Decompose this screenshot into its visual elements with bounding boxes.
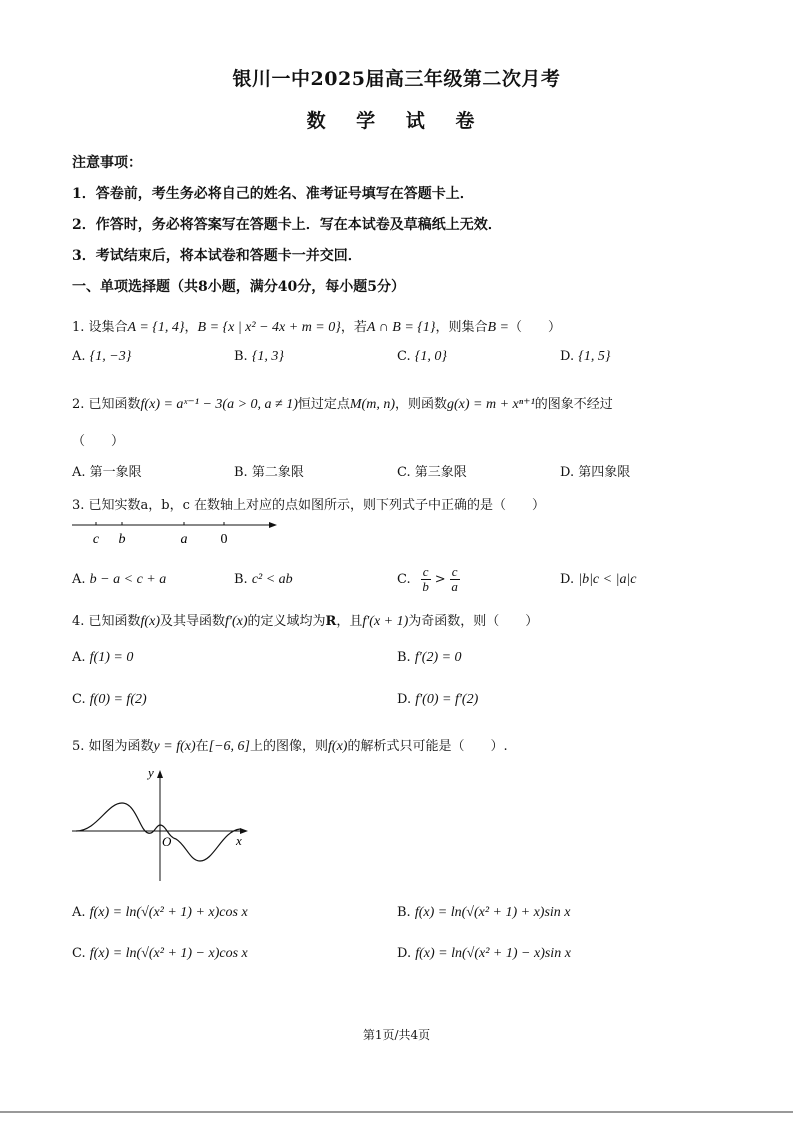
option-b <box>234 349 284 365</box>
tick-label: c <box>92 532 100 547</box>
number-line-arrow <box>269 522 277 528</box>
option-b <box>397 905 571 921</box>
math-expression: B = {x | x² − 4x + m = 0} <box>197 320 341 335</box>
option-c <box>72 946 248 962</box>
option-label: A. <box>72 572 86 587</box>
option-label: B. <box>234 349 248 364</box>
option-b <box>397 650 462 666</box>
option-text: 第一象限 <box>89 465 142 480</box>
fraction <box>450 565 460 594</box>
option-label: B. <box>397 650 411 665</box>
note-item: 2．作答时，务必将答案写在答题卡上．写在本试卷及草稿纸上无效． <box>72 217 502 233</box>
option-text: f′(0) = f′(2) <box>415 692 479 707</box>
note-item: 3．考试结束后，将本试卷和答题卡一并交回． <box>72 248 362 264</box>
option-label: D. <box>560 349 575 364</box>
tick-label: a <box>180 532 188 547</box>
page-subtitle: 数 学 试 卷 <box>306 110 487 132</box>
number-line-figure <box>72 518 282 548</box>
option-label: C. <box>72 946 86 961</box>
option-label: A. <box>72 349 86 364</box>
question-text: 为奇函数，则（ ） <box>408 614 539 629</box>
option-d <box>560 461 630 480</box>
option-text: f(0) = f(2) <box>89 692 147 707</box>
option-text: {1, −3} <box>89 349 132 364</box>
option-text: 第三象限 <box>414 465 467 480</box>
question-text: 4. 已知函数 <box>72 614 141 629</box>
option-text: f′(2) = 0 <box>414 650 462 665</box>
function-graph <box>72 765 252 885</box>
math-expression: M(m, n) <box>349 397 395 412</box>
question-text: ，则函数 <box>395 397 448 412</box>
option-text: 第四象限 <box>578 465 631 480</box>
option-label: C. <box>397 572 411 587</box>
option-text: f(x) = ln(√(x² + 1) + x)cos x <box>89 905 248 920</box>
option-b <box>234 461 304 480</box>
origin-label: O <box>162 834 172 849</box>
question-text: 1. 设集合 <box>72 320 128 335</box>
math-expression: y = f(x) <box>153 739 196 754</box>
option-d <box>560 572 637 588</box>
question-text: 及其导函数 <box>159 614 225 629</box>
option-text: {1, 3} <box>251 349 285 364</box>
option-d <box>397 692 478 708</box>
option-a <box>72 461 142 480</box>
question-2-stem <box>72 393 613 413</box>
option-label: D. <box>560 465 575 480</box>
question-text: 5. 如图为函数 <box>72 739 154 754</box>
math-expression: [−6, 6] <box>208 739 250 754</box>
option-label: D. <box>560 572 575 587</box>
math-expression: A = {1, 4} <box>127 320 185 335</box>
option-a <box>72 572 166 588</box>
fraction <box>421 565 431 594</box>
y-axis-arrow <box>157 770 163 778</box>
x-axis-label: x <box>236 833 242 848</box>
question-text: 恒过定点 <box>297 397 350 412</box>
option-text: c² < ab <box>251 572 293 587</box>
section-heading: 一、单项选择题（共8小题，满分40分，每小题5分） <box>72 279 405 295</box>
option-text: {1, 5} <box>578 349 611 364</box>
option-text: 第二象限 <box>251 465 304 480</box>
math-expression: f(x) <box>140 614 160 629</box>
option-d <box>560 349 610 365</box>
option-a <box>72 650 133 666</box>
option-label: B. <box>234 465 248 480</box>
bottom-divider <box>0 1111 793 1113</box>
tick-label: b <box>118 532 126 547</box>
math-expression: f′(x) <box>225 614 248 629</box>
option-text: f(x) = ln(√(x² + 1) − x)sin x <box>415 946 571 961</box>
function-curve <box>76 803 240 861</box>
option-text: |b|c < |a|c <box>578 572 637 587</box>
option-label: B. <box>397 905 411 920</box>
option-label: A. <box>72 650 86 665</box>
option-c <box>397 565 460 594</box>
page-title: 银川一中2025届高三年级第二次月考 <box>232 68 561 90</box>
numerator: c <box>422 564 429 579</box>
option-c <box>397 461 467 480</box>
question-text: 的解析式只可能是（ ）. <box>347 739 508 754</box>
math-expression: B = <box>487 320 509 335</box>
y-axis-label: y <box>148 765 154 780</box>
question-text: （ ） <box>509 320 562 335</box>
option-text: f(x) = ln(√(x² + 1) − x)cos x <box>89 946 248 961</box>
math-expression: A ∩ B = {1} <box>366 320 436 335</box>
question-text: 在 <box>195 739 209 754</box>
question-text: 的图象不经过 <box>534 397 613 412</box>
relation: > <box>434 572 446 587</box>
question-2-paren: （ ） <box>72 434 125 449</box>
question-1-stem <box>72 316 561 336</box>
note-item: 1．答卷前，考生务必将自己的姓名、准考证号填写在答题卡上． <box>72 186 474 202</box>
denominator: b <box>422 579 429 594</box>
option-label: D. <box>397 692 412 707</box>
numerator: c <box>451 564 458 579</box>
option-c <box>72 692 147 708</box>
notes-heading: 注意事项： <box>72 155 142 171</box>
option-text: b − a < c + a <box>89 572 167 587</box>
math-expression: f(x) = aˣ⁻¹ − 3(a > 0, a ≠ 1) <box>140 397 298 412</box>
option-text: f(x) = ln(√(x² + 1) + x)sin x <box>414 905 571 920</box>
question-5-stem <box>72 735 508 755</box>
option-label: D. <box>397 946 412 961</box>
question-text: ，则集合 <box>435 320 488 335</box>
question-3-stem: 3. 已知实数a，b，c 在数轴上对应的点如图所示，则下列式子中正确的是（ ） <box>72 498 546 513</box>
question-text: ， <box>184 320 198 335</box>
denominator: a <box>451 579 458 594</box>
math-expression: f(x) <box>328 739 348 754</box>
question-text: 的定义域均为 <box>247 614 326 629</box>
tick-label: 0 <box>220 532 228 547</box>
option-text: f(1) = 0 <box>89 650 134 665</box>
option-label: C. <box>72 692 86 707</box>
question-4-stem <box>72 610 538 630</box>
math-expression: g(x) = m + xⁿ⁺¹ <box>447 397 535 412</box>
question-text: 2. 已知函数 <box>72 397 141 412</box>
option-a <box>72 905 248 921</box>
question-text: ，若 <box>340 320 367 335</box>
option-d <box>397 946 571 962</box>
option-b <box>234 572 293 588</box>
option-label: A. <box>72 905 86 920</box>
math-expression: R <box>325 614 337 629</box>
option-text: {1, 0} <box>414 349 447 364</box>
option-label: B. <box>234 572 248 587</box>
question-text: ，且 <box>336 614 363 629</box>
math-expression: f′(x + 1) <box>362 614 409 629</box>
option-label: C. <box>397 349 411 364</box>
option-label: C. <box>397 465 411 480</box>
question-text: 上的图像，则 <box>250 739 329 754</box>
page-number: 第1页/共4页 <box>362 1028 431 1042</box>
option-label: A. <box>72 465 86 480</box>
option-a <box>72 349 131 365</box>
option-c <box>397 349 447 365</box>
